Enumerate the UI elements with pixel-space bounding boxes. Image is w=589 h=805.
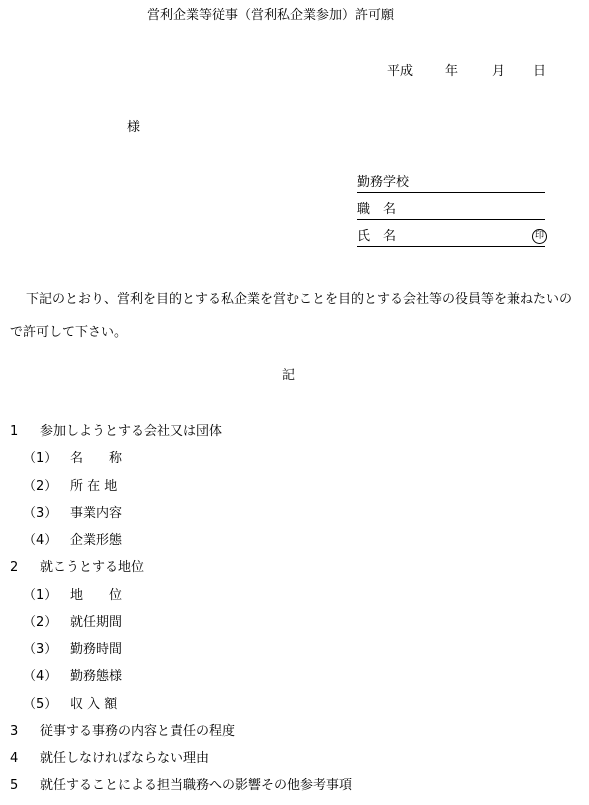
date-era: 平成: [387, 64, 414, 79]
list-item: （1） 名 称: [23, 451, 123, 466]
list-item: （2） 所 在 地: [23, 479, 118, 494]
list-item: （5） 収 入 額: [23, 697, 118, 712]
list-item: （3） 勤務時間: [23, 642, 123, 657]
list-item: （4） 企業形態: [23, 533, 123, 548]
school-label: 勤務学校: [357, 175, 410, 190]
list-item: 5 就任することによる担当職務への影響その他参考事項: [10, 778, 353, 793]
list-item: 1 参加しようとする会社又は団体: [10, 424, 223, 439]
seal-mark: 印: [532, 229, 547, 244]
name-field[interactable]: [357, 229, 545, 247]
ki-heading: 記: [282, 368, 296, 383]
list-item: 3 従事する事務の内容と責任の程度: [10, 724, 236, 739]
list-item: （4） 勤務態様: [23, 669, 123, 684]
list-item: （3） 事業内容: [23, 506, 123, 521]
document-title: 営利企業等従事（営利私企業参加）許可願: [147, 8, 395, 23]
request-body: 下記のとおり、営利を目的とする私企業を営むことを目的とする会社等の役員等を兼ねたいので許可して下さい。: [10, 292, 573, 340]
school-field[interactable]: [357, 175, 545, 193]
date-month: 月: [492, 64, 506, 79]
name-label: 氏 名: [357, 229, 397, 244]
date-line: [387, 64, 546, 80]
position-field[interactable]: [357, 202, 545, 220]
date-day: 日: [533, 64, 547, 79]
list-item: （1） 地 位: [23, 588, 123, 603]
list-item: （2） 就任期間: [23, 615, 123, 630]
list-item: 2 就こうとする地位: [10, 560, 145, 575]
addressee-honorific: 様: [127, 120, 141, 135]
date-year: 年: [445, 64, 459, 79]
list-item: 4 就任しなければならない理由: [10, 751, 210, 766]
position-label: 職 名: [357, 202, 397, 217]
